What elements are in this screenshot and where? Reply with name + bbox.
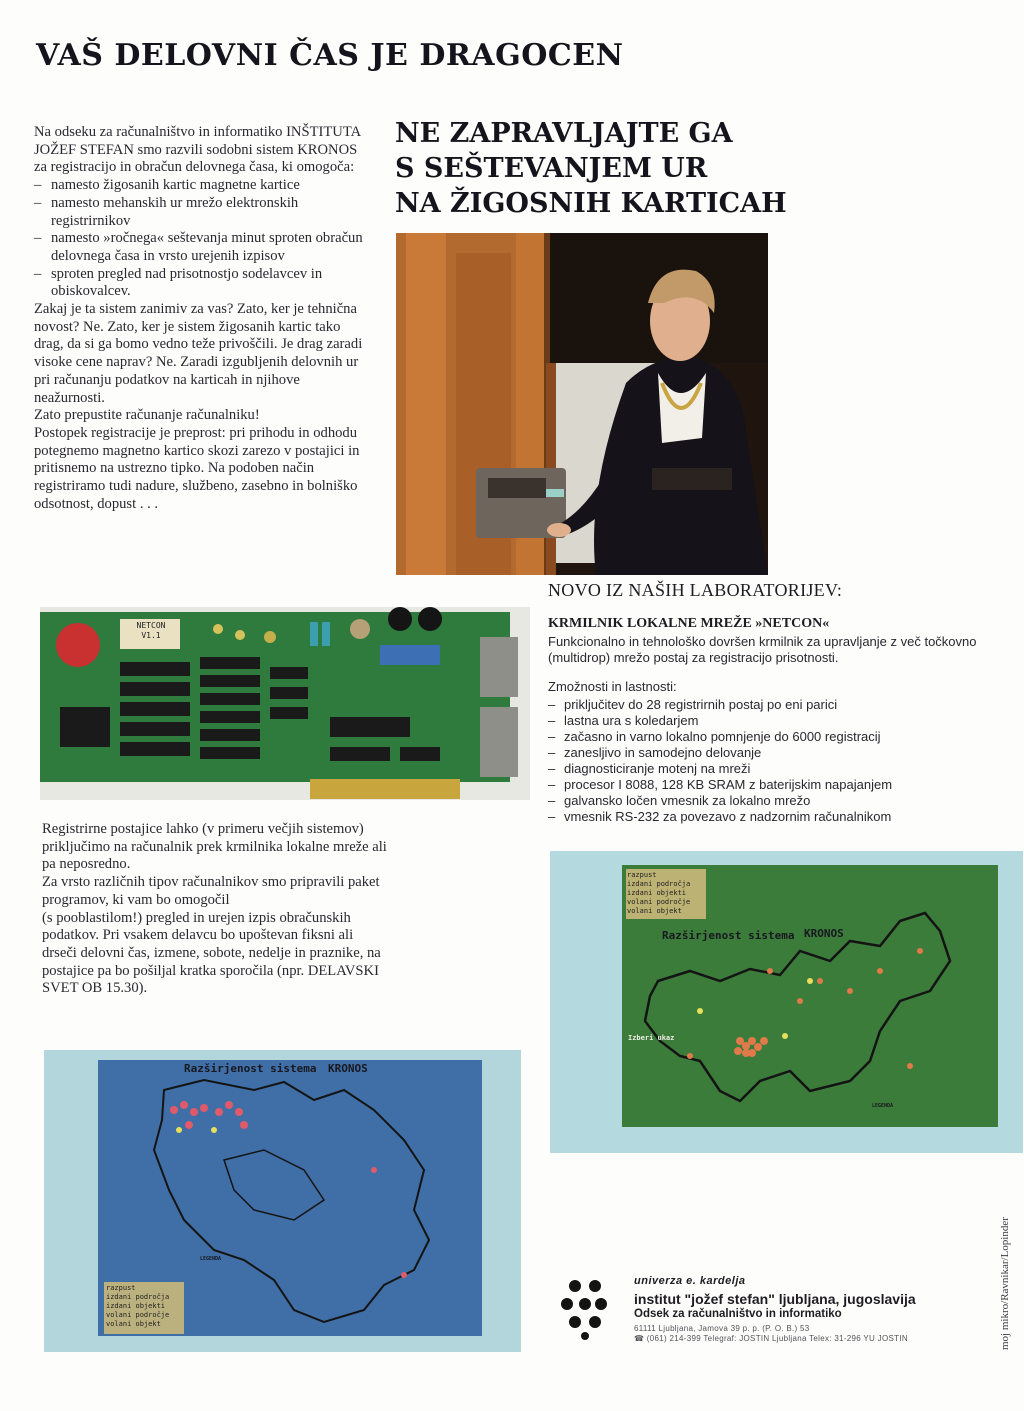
list-item: – galvansko ločen vmesnik za lokalno mrežo bbox=[548, 793, 988, 809]
list-item: – procesor I 8088, 128 KB SRAM z baterijskim napajanjem bbox=[548, 777, 988, 793]
features-heading: Zmožnosti in lastnosti: bbox=[548, 679, 677, 694]
second-paragraph: (s pooblastilom!) pregled in urejen izpis obračunskih podatkov. Pri vsakem delavcu bo upoštevan fiksni ali drseči delovni čas, izmene, sobote, nedelje in praznike, na postajice pa bo pošiljal kratka sporočila (npr. DELAVSKI SVET OB 15.30). bbox=[42, 909, 381, 997]
footer-address: 61111 Ljubljana, Jamova 39 p. p. (P. O. B.) 53 bbox=[634, 1324, 810, 1333]
map-menu-item: izdani področja bbox=[106, 1293, 170, 1301]
footer-department: Odsek za računalništvo in informatiko bbox=[634, 1308, 842, 1320]
pcb-label-line: NETCON bbox=[136, 621, 166, 630]
netcon-text bbox=[548, 634, 988, 825]
list-item: – sproten pregled nad prisotnostjo sodelavcev in obiskovalcev. bbox=[34, 266, 369, 301]
photo-credit-text: moj mikro/Ravnikar/Lopinder bbox=[999, 1217, 1011, 1350]
second-paragraph: Za vrsto različnih tipov računalnikov smo pripravili paket programov, ki vam bo omogočil bbox=[42, 874, 380, 908]
subheadline-line: NA ŽIGOSNIH KARTICAH bbox=[395, 188, 787, 219]
pcb-label-line: V1.1 bbox=[141, 631, 161, 640]
map-screen-slovenia bbox=[550, 851, 1023, 1153]
map-screen-yugoslavia bbox=[44, 1050, 521, 1352]
netcon-title: KRMILNIK LOKALNE MREŽE »NETCON« bbox=[548, 616, 830, 631]
headline: VAŠ DELOVNI ČAS JE DRAGOCEN bbox=[36, 38, 624, 73]
list-item: – vmesnik RS-232 za povezavo z nadzornim računalnikom bbox=[548, 809, 988, 825]
intro-paragraph: Zakaj je ta sistem zanimiv za vas? Zato, ker je tehnična novost? Ne. Zato, ker je sistem žigosanih kartic tako drag, da si ga bomo vedno teže privoščili. Je drag zaradi visoke cene naprav? Ne. Zaradi izgubljenih delovnih ur pri računanju podatkov na karticah in njihove neažurnosti. bbox=[34, 301, 363, 406]
legend-title: LEGENDA bbox=[872, 1103, 894, 1109]
list-item: – začasno in varno lokalno pomnjenje do 6000 registracij bbox=[548, 729, 988, 745]
map-menu-item: razpust bbox=[106, 1284, 136, 1292]
legend-title: LEGENDA bbox=[200, 1256, 222, 1262]
novo-title: NOVO IZ NAŠIH LABORATORIJEV: bbox=[548, 580, 843, 600]
pcb-label bbox=[126, 621, 176, 641]
map-menu-item: volani objekt bbox=[106, 1320, 161, 1328]
subheadline-line: NE ZAPRAVLJAJTE GA bbox=[395, 118, 733, 149]
map-menu-item: volani področje bbox=[627, 898, 691, 906]
footer-university: univerza e. kardelja bbox=[634, 1275, 746, 1287]
map-menu-item: izdani objekti bbox=[627, 889, 687, 897]
photo-netcon-board bbox=[40, 607, 530, 800]
map-footer: Izberi ukaz bbox=[628, 1034, 675, 1042]
second-text bbox=[42, 821, 387, 998]
intro-lead: Na odseku za računalništvo in informatiko INŠTITUTA JOŽEF STEFAN smo razvili sodobni sistem KRONOS za registracijo in obračun delovnega časa, ki omogoča: bbox=[34, 124, 361, 176]
map-menu-item: volani področje bbox=[106, 1311, 170, 1319]
footer bbox=[634, 1275, 974, 1343]
map-system: KRONOS bbox=[328, 1062, 368, 1075]
subheadline bbox=[395, 116, 855, 221]
map-menu-item: izdani objekti bbox=[106, 1302, 166, 1310]
footer-institute: institut "jožef stefan" ljubljana, jugoslavija bbox=[634, 1291, 916, 1307]
photo-time-clock bbox=[396, 233, 768, 575]
second-paragraph: Registrirne postajice lahko (v primeru večjih sistemov) priključimo na računalnik prek krmilnika lokalne mreže ali pa neposredno. bbox=[42, 821, 387, 873]
photo-credit bbox=[995, 1180, 1017, 1350]
list-item: – diagnosticiranje motenj na mreži bbox=[548, 761, 988, 777]
list-item: – lastna ura s koledarjem bbox=[548, 713, 988, 729]
map-system: KRONOS bbox=[804, 927, 844, 940]
map-menu-item: volani objekt bbox=[627, 907, 682, 915]
intro-paragraph: Postopek registracije je preprost: pri prihodu in odhodu potegnemo magnetno kartico skozi zarezo v postajici in pritisnemo na ustrezno tipko. Na podoben način registriramo tudi nadure, službeno, zasebno in bolniško odsotnost, dopust . . . bbox=[34, 424, 360, 512]
map-title: Razširjenost sistema bbox=[184, 1062, 317, 1075]
list-item: – zanesljivo in samodejno delovanje bbox=[548, 745, 988, 761]
map-menu-item: izdani področja bbox=[627, 880, 691, 888]
list-item: – priključitev do 28 registrirnih postaj po eni parici bbox=[548, 697, 988, 713]
subheadline-line: S SEŠTEVANJEM UR bbox=[395, 153, 708, 184]
list-item: – namesto žigosanih kartic magnetne kartice bbox=[34, 177, 369, 195]
institute-logo-icon bbox=[561, 1278, 607, 1340]
features-list bbox=[548, 697, 988, 825]
map-menu bbox=[627, 871, 705, 916]
intro-paragraph: Zato prepustite računanje računalniku! bbox=[34, 407, 260, 424]
intro-list bbox=[34, 177, 369, 301]
map-title: Razširjenost sistema bbox=[662, 929, 795, 942]
list-item: – namesto mehanskih ur mrežo elektronskih registrirnikov bbox=[34, 195, 369, 230]
netcon-description: Funkcionalno in tehnološko dovršen krmilnik za upravljanje z več točkovno (multidrop) mrežo postaj za registracijo prisotnosti. bbox=[548, 634, 977, 665]
map-menu-item: razpust bbox=[627, 871, 657, 879]
map-menu bbox=[106, 1284, 184, 1329]
footer-contact: ☎ (061) 214-399 Telegraf: JOSTIN Ljubljana Telex: 31-296 YU JOSTIN bbox=[634, 1334, 908, 1343]
intro-text bbox=[34, 124, 369, 513]
list-item: – namesto »ročnega« seštevanja minut sproten obračun delovnega časa in vrsto urejenih izpisov bbox=[34, 230, 369, 265]
